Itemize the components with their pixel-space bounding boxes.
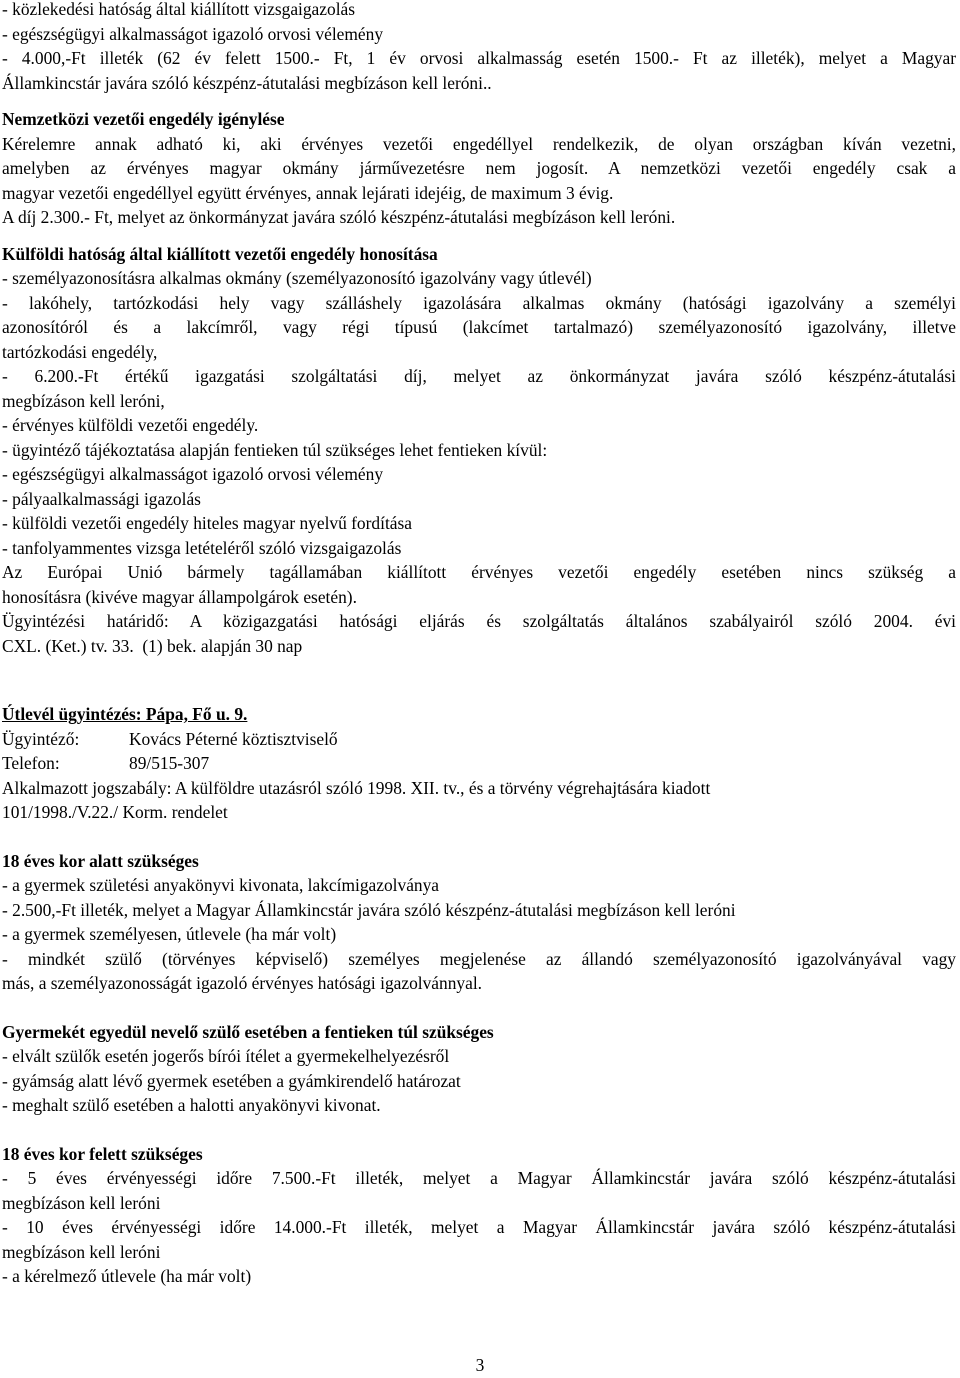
single-parent-section (2, 1020, 956, 1118)
text-line: - 6.200.-Ft értékű igazgatási szolgáltatási díj, melyet az önkormányzat javára szóló készpénz-átutalási (2, 366, 956, 386)
phone-row (2, 751, 956, 776)
text-line: - tanfolyammentes vizsga letételéről szóló vizsgaigazolás (2, 537, 402, 558)
over-18-section (2, 1142, 956, 1289)
text-line: - ügyintéző tájékoztatása alapján fentieken túl szükséges lehet fentieken kívül: (2, 439, 548, 460)
text-line: - 4.000,-Ft illeték (62 év felett 1500.- Ft, 1 év orvosi alkalmasság esetén 1500.- Ft az illeték), melyet a Magyar (2, 48, 956, 68)
text-line: honosításra (kivéve magyar állampolgárok esetén). (2, 586, 357, 607)
text-line: magyar vezetői engedéllyel együtt érvényes, annak lejárati idejéig, de maximum 3 évig. (2, 182, 614, 203)
text-line: megbízáson kell leróni, (2, 390, 165, 411)
text-line: - érvényes külföldi vezetői engedély. (2, 415, 259, 435)
text-line: - a kérelmező útlevele (ha már volt) (2, 1266, 252, 1286)
text-line: - mindkét szülő (törvényes képviselő) személyes megjelenése az állandó személyazonosító igazolványával vagy (2, 948, 956, 969)
section-heading: Külföldi hatóság által kiállított vezetői engedély honosítása (2, 243, 438, 264)
text-line: más, a személyazonosságát igazoló érvényes hatósági igazolvánnyal. (2, 973, 483, 993)
officer-row (2, 727, 956, 752)
text-line: Ügyintézési határidő: A közigazgatási hatósági eljárás és szolgáltatás általános szabályairól szóló 2004. évi (2, 611, 956, 631)
text-line: - közlekedési hatóság által kiállított vizsgaigazolás (2, 0, 356, 19)
text-line: - pályaalkalmassági igazolás (2, 488, 201, 509)
text-line: CXL. (Ket.) tv. 33. (1) bek. alapján 30 nap (2, 635, 303, 656)
text-line: - meghalt szülő esetében a halotti anyakönyvi kivonat. (2, 1095, 381, 1115)
text-line: A díj 2.300.- Ft, melyet az önkormányzat javára szóló készpénz-átutalási megbízáson kell leróni. (2, 207, 676, 227)
foreign-license-section (2, 242, 956, 659)
text-line: - egészségügyi alkalmasságot igazoló orvosi vélemény (2, 23, 384, 44)
text-line: - 5 éves érvényességi időre 7.500.-Ft illeték, melyet a Magyar Államkincstár javára szóló készpénz-átutalási (2, 1168, 956, 1188)
document-page (2, 0, 956, 1289)
text-line: megbízáson kell leróni (2, 1192, 161, 1213)
text-line: megbízáson kell leróni (2, 1241, 161, 1262)
under-18-section (2, 849, 956, 996)
passport-section (2, 702, 956, 825)
text-line: - a gyermek személyesen, útlevele (ha már volt) (2, 924, 337, 944)
officer-label: Ügyintéző: (2, 728, 80, 749)
intro-section (2, 0, 956, 95)
text-line: - egészségügyi alkalmasságot igazoló orvosi vélemény (2, 464, 384, 484)
page-number: 3 (475, 1355, 485, 1375)
text-line: Államkincstár javára szóló készpénz-átutalási megbízáson kell leróni.. (2, 72, 492, 93)
officer-value: Kovács Péterné köztisztviselő (129, 728, 338, 749)
text-line: tartózkodási engedély, (2, 341, 158, 362)
section-heading: Útlevél ügyintézés: Pápa, Fő u. 9. (2, 704, 248, 724)
section-heading: Gyermekét egyedül nevelő szülő esetében a fentieken túl szükséges (2, 1021, 494, 1042)
text-line: Kérelemre annak adható ki, aki érvényes vezetői engedéllyel rendelkezik, de olyan országban kíván vezetni, (2, 133, 956, 154)
phone-label: Telefon: (2, 753, 60, 773)
text-line: 101/1998./V.22./ Korm. rendelet (2, 802, 228, 822)
text-line: - személyazonosításra alkalmas okmány (személyazonosító igazolvány vagy útlevél) (2, 268, 592, 288)
text-line: - 2.500,-Ft illeték, melyet a Magyar Államkincstár javára szóló készpénz-átutalási megbízáson kell leróni (2, 899, 736, 920)
section-heading: 18 éves kor felett szükséges (2, 1143, 203, 1164)
text-line: - a gyermek születési anyakönyvi kivonata, lakcímigazolványa (2, 875, 440, 895)
section-heading: Nemzetközi vezetői engedély igénylése (2, 109, 285, 129)
text-line: - gyámság alatt lévő gyermek esetében a gyámkirendelő határozat (2, 1070, 461, 1091)
text-line: - elvált szülők esetén jogerős bírói ítélet a gyermekelhelyezésről (2, 1046, 450, 1066)
text-line: amelyben az érvényes magyar okmány járművezetésre nem jogosít. A nemzetközi vezetői engedély csak a (2, 158, 956, 178)
international-license-section (2, 107, 956, 230)
text-line: - 10 éves érvényességi időre 14.000.-Ft illeték, melyet a Magyar Államkincstár javára szóló készpénz-átutalási (2, 1217, 956, 1237)
section-heading: 18 éves kor alatt szükséges (2, 850, 199, 871)
phone-value: 89/515-307 (129, 753, 210, 773)
text-line: Az Európai Unió bármely tagállamában kiállított érvényes vezetői engedély esetében nincs szükség a (2, 562, 956, 582)
text-line: Alkalmazott jogszabály: A külföldre utazásról szóló 1998. XII. tv., és a törvény végrehajtására kiadott (2, 777, 711, 798)
text-line: azonosítóról és a lakcímről, vagy régi típusú (lakcímet tartalmazó) személyazonosító igazolvány, illetve (2, 317, 956, 337)
text-line: - külföldi vezetői engedély hiteles magyar nyelvű fordítása (2, 513, 412, 533)
text-line: - lakóhely, tartózkodási hely vagy szálláshely igazolására alkalmas okmány (hatósági igazolvány a személyi (2, 292, 956, 313)
